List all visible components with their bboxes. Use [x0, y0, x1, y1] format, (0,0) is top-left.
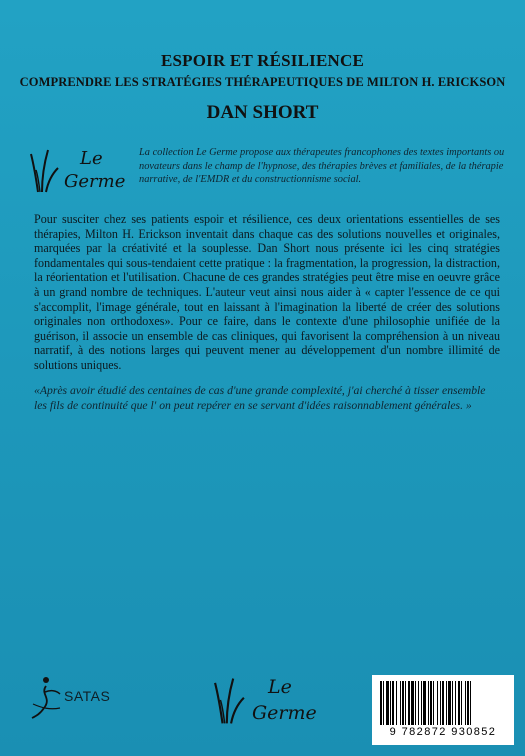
footer-logo-germe: Germe	[252, 702, 317, 724]
book-subtitle: COMPRENDRE LES STRATÉGIES THÉRAPEUTIQUES DE MILTON H. ERICKSON	[19, 75, 506, 89]
book-title: ESPOIR ET RÉSILIENCE	[160, 51, 365, 70]
back-cover-summary: Pour susciter chez ses patients espoir et résilience, ces deux orientations essentielles de ses thérapies, Milton H. Erickson inventait dans chaque cas des solutions nouvelles et originales, marquées par la créativité et la souplesse. Dan Short nous présente ici les cinq stratégies fondamentales qui sous-tendaient cette pratique : la fragmentation, la progression, la distraction, la réorientation et l'utilisation. Chacune de ces grandes stratégies peut être mise en oeuvre grâce à un grand nombre de techniques. L'auteur veut ainsi nous aider à « capter l'essence de ce qui s'accomplit, l'image générale, tout en laissant à l'imagination la liberté de créer des solutions originales non orthodoxes». Pour ce faire, dans le contexte d'une philosophie unifiée de la guérison, il associe un ensemble de cas cliniques, qui favorisent la compréhension à un niveau narratif, à des notions larges qui peuvent mener au développement d'un nombre illimité de solutions uniques.	[34, 212, 500, 372]
collection-logo-le: Le	[80, 148, 103, 169]
author-quote: «Après avoir étudié des centaines de cas d'une grande complexité, j'ai cherché à tisser ensemble les fils de continuité que l' on peut repérer en se servant d'idées raisonnablement générales. »	[34, 384, 486, 412]
barcode-panel	[372, 675, 514, 745]
footer-logo-le: Le	[268, 676, 292, 698]
grass-sprout-icon	[214, 676, 246, 726]
footer-collection-logo	[210, 674, 330, 734]
book-author: DAN SHORT	[206, 102, 319, 123]
collection-logo	[26, 146, 136, 202]
publisher-name: SATAS	[64, 688, 111, 704]
satas-figure-icon	[30, 674, 62, 722]
isbn-number: 9 782872 930852	[389, 726, 497, 738]
barcode	[378, 681, 508, 725]
collection-description: La collection Le Germe propose aux thérapeutes francophones des textes importants ou novateurs dans le champ de l'hypnose, des thérapies brèves et familiales, de la thérapie narrative, de l'EMDR et du constructionnisme social.	[139, 147, 505, 186]
grass-sprout-icon	[30, 148, 60, 194]
collection-logo-germe: Germe	[64, 171, 126, 192]
